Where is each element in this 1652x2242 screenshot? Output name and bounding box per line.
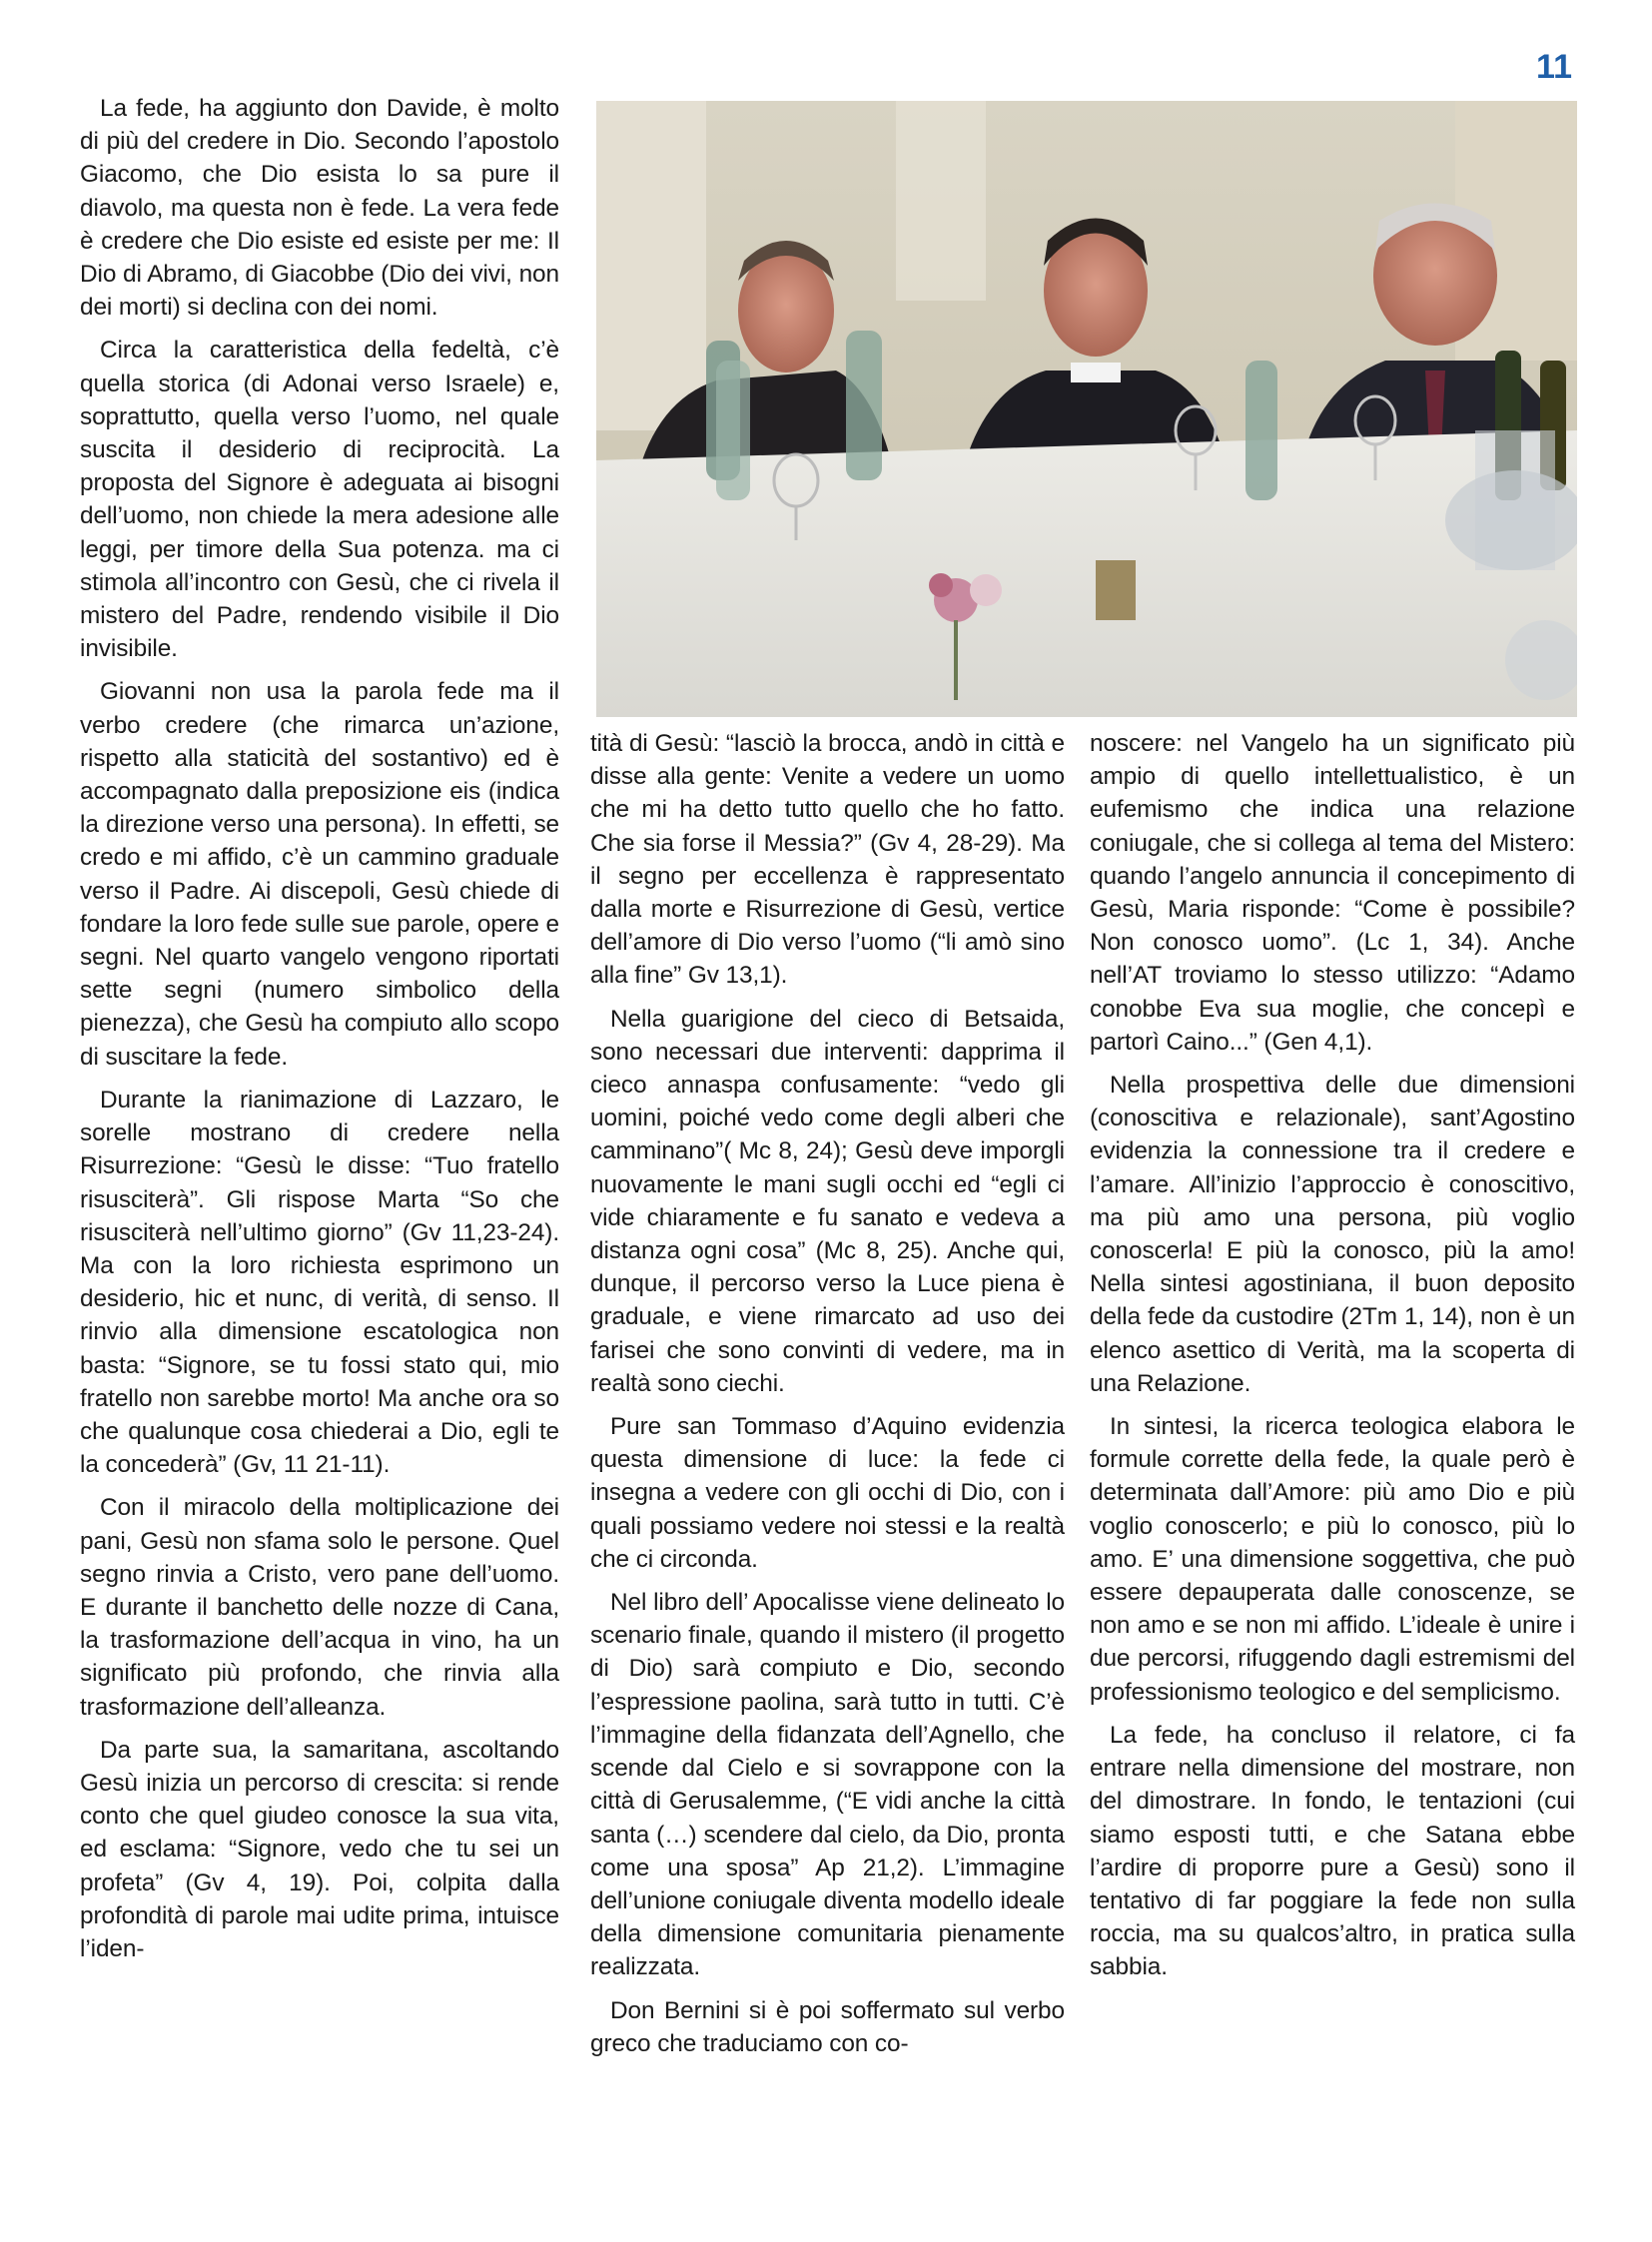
paragraph: Durante la rianimazione di Lazzaro, le sorelle mostrano di credere nella Risurrezione: “Gesù le disse: “Tuo fratello risusciterà”. Gli rispose Marta “So che risusciterà nell’ultimo giorno” (Gv 11,23-24). Ma con la loro richiesta esprimono un desiderio, hic et nunc, di verità, di senso. Il rinvio alla dimensione escatologica non basta: “Signore, se tu fossi stato qui, mio fratello non sarebbe morto! Ma anche ora so che qualunque cosa chiederai a Dio, egli te la concederà” (Gv, 11 21-11). bbox=[80, 1086, 559, 1479]
paragraph: Nella prospettiva delle due dimensioni (conoscitiva e relazionale), sant’Agostino evidenzia la connessione tra il credere e l’amare. All’inizio l’approccio è conoscitivo, ma più amo una persona, più voglio conoscerla! E più la conosco, più la amo! Nella sintesi agostiniana, il buon deposito della fede da custodire (2Tm 1, 14), non è un elenco asettico di Verità, ma la scoperta di una Relazione. bbox=[1090, 1072, 1575, 1397]
page-number: 11 bbox=[1536, 48, 1572, 86]
paragraph: Da parte sua, la samaritana, ascoltando Gesù inizia un percorso di crescita: si rende conto che quel giudeo conosce la sua vita, ed esclama: “Signore, vedo che tu sei un profeta” (Gv 4, 19). Poi, colpita dalla profondità di parole mai udite prima, intuisce l’iden- bbox=[80, 1736, 559, 1962]
text-column-1 bbox=[80, 92, 559, 1975]
paragraph: Don Bernini si è poi soffermato sul verbo greco che traduciamo con co- bbox=[590, 1996, 1065, 2057]
paragraph: La fede, ha concluso il relatore, ci fa entrare nella dimensione del mostrare, non del dimostrare. In fondo, le tentazioni (cui siamo esposti tutti, e che Satana ebbe l’ardire di proporre pure a Gesù) sono il tentativo di far poggiare la fede non sulla roccia, ma su qualcos’altro, in pratica sulla sabbia. bbox=[1090, 1721, 1575, 1981]
paragraph: Nel libro dell’ Apocalisse viene delineato lo scenario finale, quando il mistero (il progetto di Dio) sarà compiuto e Dio, secondo l’espressione paolina, sarà tutto in tutti. C’è l’immagine della fidanzata dell’Agnello, che scende dal Cielo e si sovrappone con la città di Gerusalemme, (“E vidi anche la città santa (…) scendere dal cielo, da Dio, pronta come una sposa” Ap 21,2). L’immagine dell’unione coniugale diventa modello ideale della dimensione comunitaria pienamente realizzata. bbox=[590, 1589, 1065, 1981]
paragraph: Giovanni non usa la parola fede ma il verbo credere (che rimarca un’azione, rispetto alla staticità del sostantivo) ed è accompagnato dalla preposizione eis (indica la direzione verso una persona). In effetti, se credo e mi affido, c’è un cammino graduale verso il Padre. Ai discepoli, Gesù chiede di fondare la loro fede sulle sue parole, opere e segni. Nel quarto vangelo vengono riportati sette segni (numero simbolico della pienezza), che Gesù ha compiuto allo scopo di suscitare la fede. bbox=[80, 678, 559, 1071]
banquet-photo bbox=[596, 101, 1577, 717]
paragraph: Circa la caratteristica della fedeltà, c’è quella storica (di Adonai verso Israele) e, soprattutto, quella verso l’uomo, nel quale suscita il desiderio di reciprocità. La proposta del Signore è adeguata ai bisogni dell’uomo, non chiede la mera adesione alle leggi, per timore della Sua potenza. ma ci stimola all’incontro con Gesù, che ci rivela il mistero del Padre, rendendo visibile il Dio invisibile. bbox=[80, 337, 559, 663]
text-column-3 bbox=[1090, 727, 1575, 1994]
paragraph: tità di Gesù: “lasciò la brocca, andò in città e disse alla gente: Venite a vedere un uomo che mi ha detto tutto quello che ho fatto. Che sia forse il Messia?” (Gv 4, 28-29). Ma il segno per eccellenza è rappresentato dalla morte e Risurrezione di Gesù, vertice dell’amore di Dio verso l’uomo (“li amò sino alla fine” Gv 13,1). bbox=[590, 730, 1065, 990]
paragraph: Con il miracolo della moltiplicazione dei pani, Gesù non sfama solo le persone. Quel segno rinvia a Cristo, vero pane dell’uomo. E durante il banchetto delle nozze di Cana, la trasformazione dell’acqua in vino, ha un significato più profondo, che rinvia alla trasformazione dell’alleanza. bbox=[80, 1494, 559, 1721]
text-column-2 bbox=[590, 727, 1065, 2070]
paragraph: In sintesi, la ricerca teologica elabora le formule corrette della fede, la quale però è determinata dall’Amore: più amo Dio e più voglio conoscerlo; e più lo conosco, più lo amo. E’ una dimensione soggettiva, che può essere depauperata dalle conoscenze, se non amo e se non mi affido. L’ideale è unire i due percorsi, rifuggendo dagli estremismi del professionismo teologico e del semplicismo. bbox=[1090, 1413, 1575, 1706]
paragraph: La fede, ha aggiunto don Davide, è molto di più del credere in Dio. Secondo l’apostolo Giacomo, che Dio esista lo sa pure il diavolo, ma questa non è fede. La vera fede è credere che Dio esiste ed esiste per me: Il Dio di Abramo, di Giacobbe (Dio dei vivi, non dei morti) si declina con dei nomi. bbox=[80, 95, 559, 322]
paragraph: noscere: nel Vangelo ha un significato più ampio di quello intellettualistico, è un eufemismo che indica una relazione coniugale, che si collega al tema del Mistero: quando l’angelo annuncia il concepimento di Gesù, Maria risponde: “Come è possibile? Non conosco uomo”. (Lc 1, 34). Anche nell’AT troviamo lo stesso utilizzo: “Adamo conobbe Eva sua moglie, che concepì e partorì Caino...” (Gen 4,1). bbox=[1090, 730, 1575, 1056]
paragraph: Nella guarigione del cieco di Betsaida, sono necessari due interventi: dapprima il cieco annaspa confusamente: “vedo gli uomini, poiché vedo come degli alberi che camminano”( Mc 8, 24); Gesù deve imporgli nuovamente le mani sugli occhi ed “egli ci vide chiaramente e fu sanato e vedeva a distanza ogni cosa” (Mc 8, 25). Anche qui, dunque, il percorso verso la Luce piena è graduale, e viene rimarcato ad uso dei farisei che sono convinti di vedere, ma in realtà sono ciechi. bbox=[590, 1005, 1065, 1397]
paragraph: Pure san Tommaso d’Aquino evidenzia questa dimensione di luce: la fede ci insegna a vedere con gli occhi di Dio, con i quali possiamo vedere noi stessi e la realtà che ci circonda. bbox=[590, 1413, 1065, 1573]
